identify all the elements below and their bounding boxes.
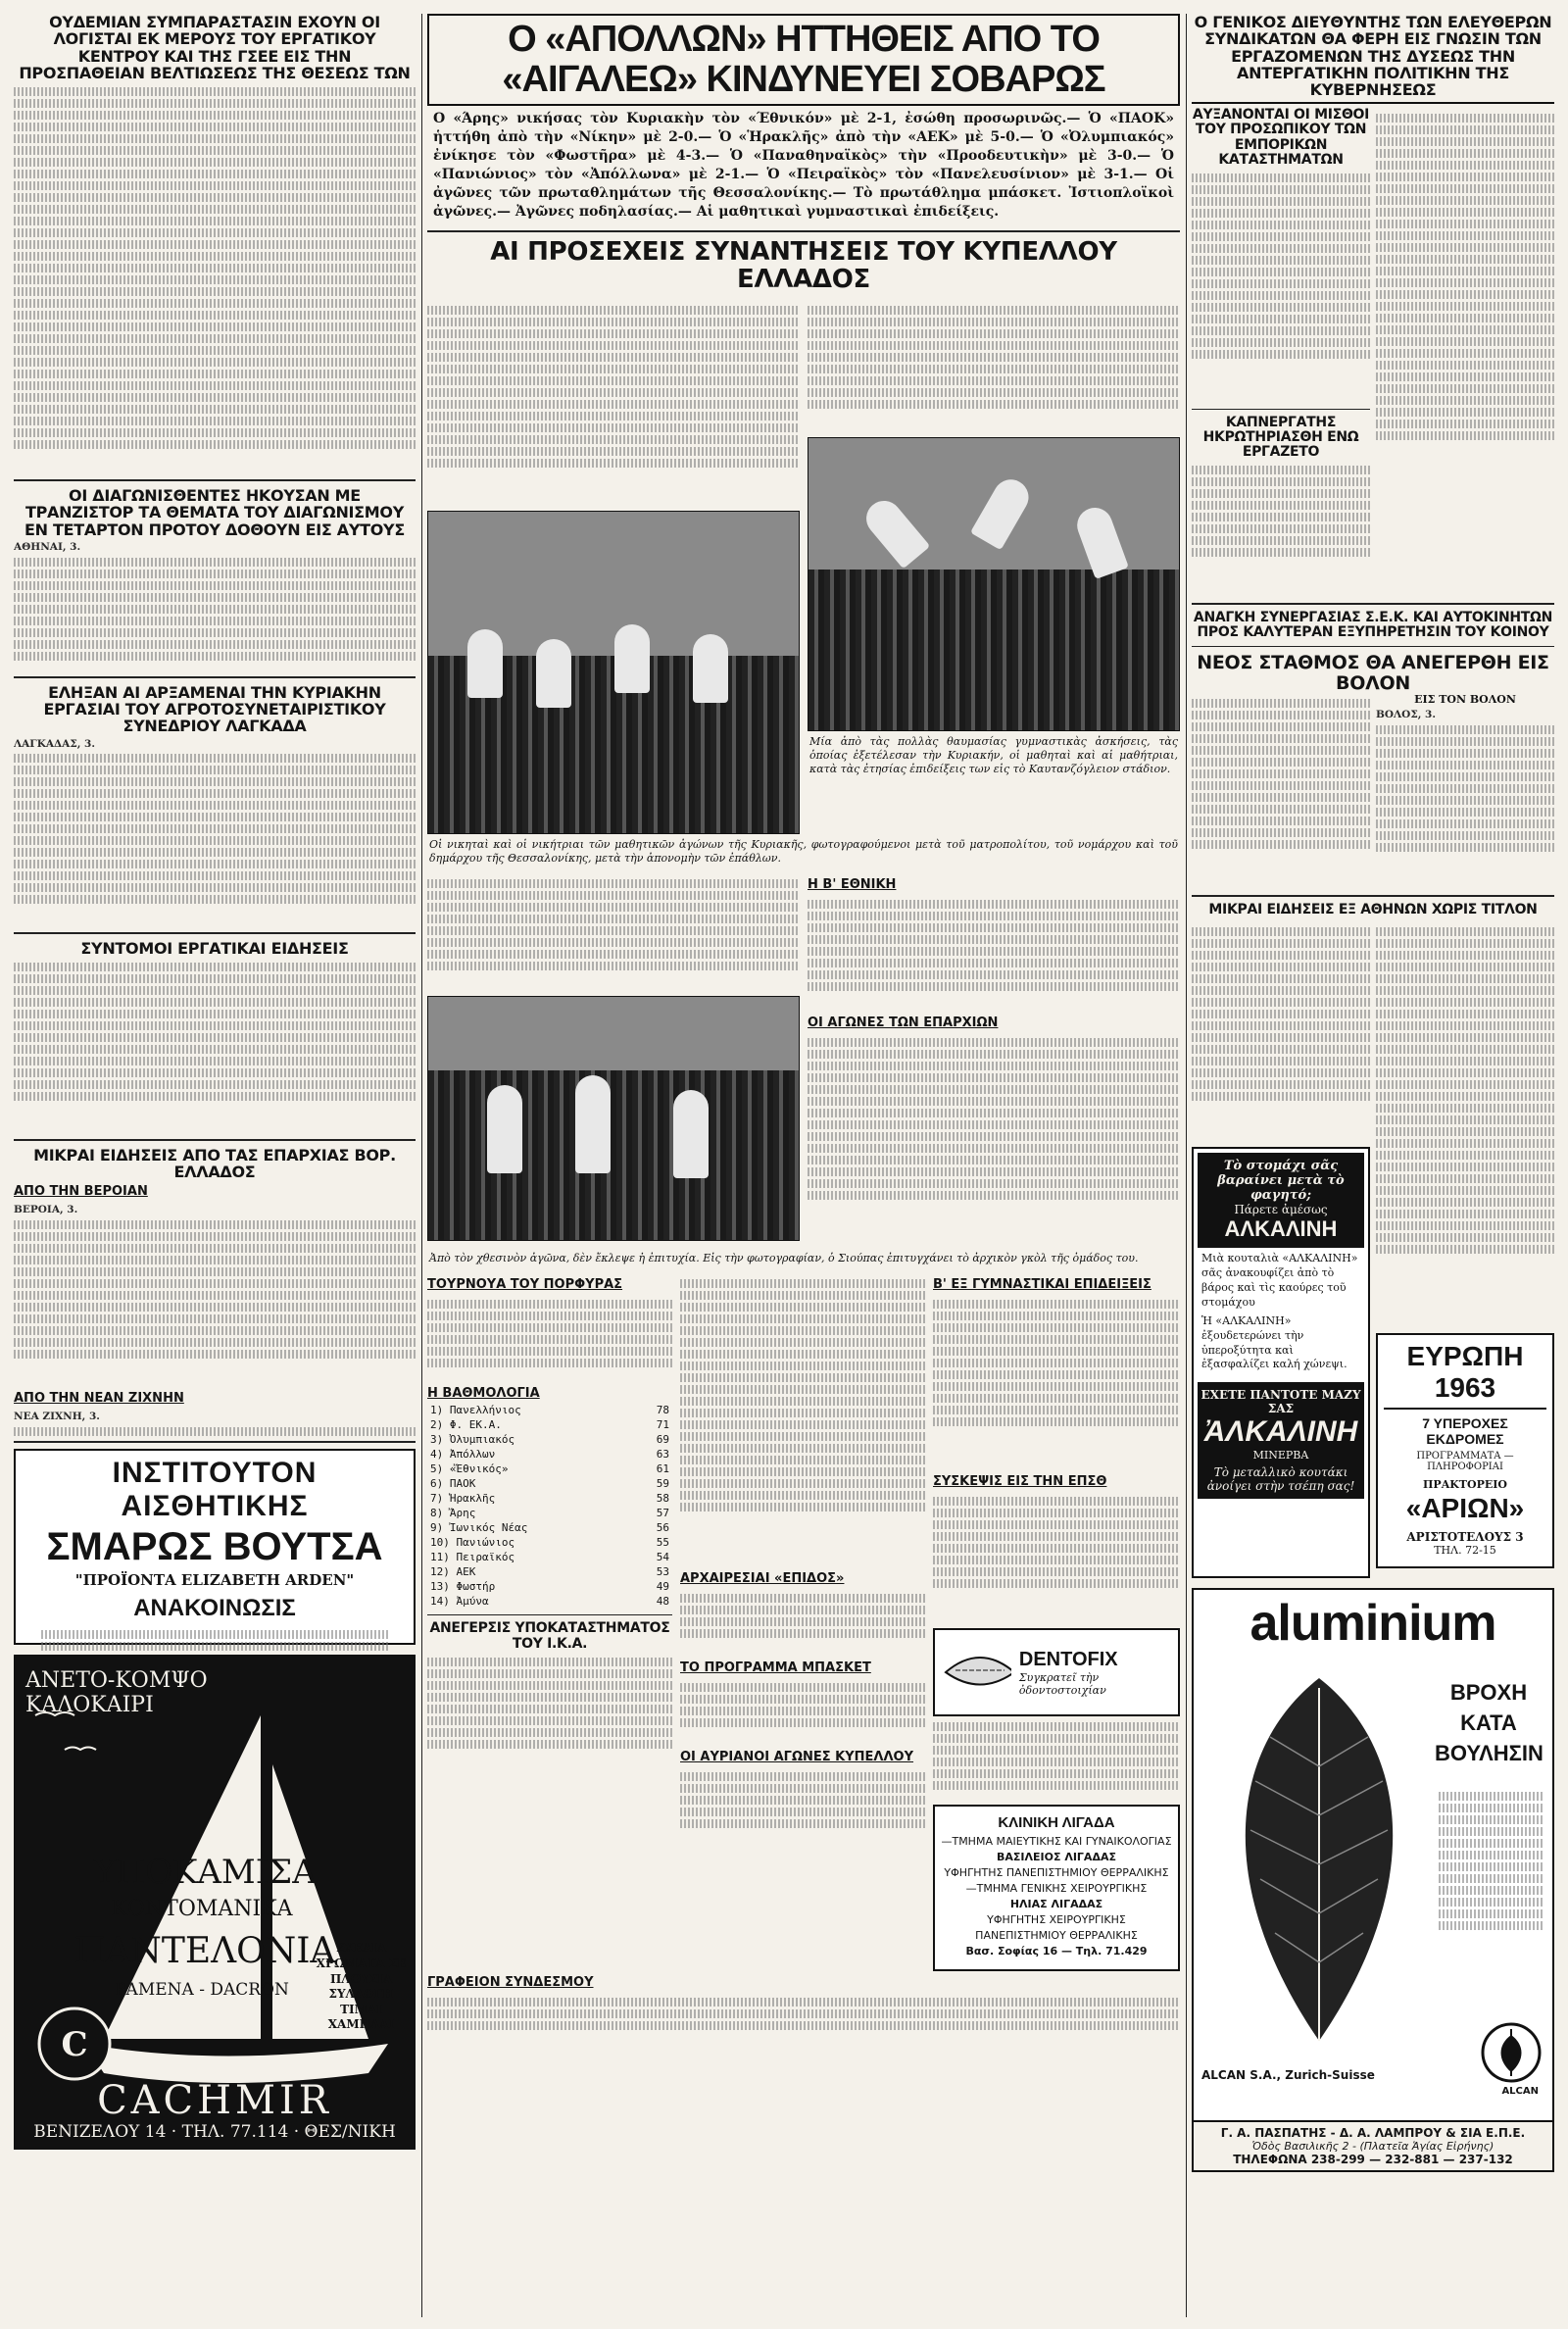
subhead-tomorrow: ΟΙ ΑΥΡΙΑΝΟΙ ΑΓΩΝΕΣ ΚΥΠΕΛΛΟΥ <box>680 1750 914 1765</box>
subhead-gymnastics: Β' ΕΞ ΓΥΜΝΑΣΤΙΚΑΙ ΕΠΙΔΕΙΞΕΙΣ <box>933 1277 1152 1293</box>
ad-cachmir <box>14 1655 416 2150</box>
cup-headline: ΑΙ ΠΡΟΣΕΧΕΙΣ ΣΥΝΑΝΤΗΣΕΙΣ ΤΟΥ ΚΥΠΕΛΛΟΥ ΕΛΛΑΔΟΣ <box>490 237 1117 295</box>
subhead-misc: ΓΡΑΦΕΙΟΝ ΣΥΝΔΕΣΜΟΥ <box>427 1975 594 1991</box>
left-column <box>14 14 416 2317</box>
footer-phone: ΤΗΛΕΦΩΝΑ 238-299 — 232-881 — 237-132 <box>1233 2153 1513 2167</box>
article-wages <box>1192 168 1370 403</box>
standings-row <box>427 1506 672 1520</box>
standings-row <box>427 1403 672 1417</box>
article-volos <box>1376 706 1554 887</box>
ad-europe-address: ΑΡΙΣΤΟΤΕΛΟΥΣ 3 <box>1406 1530 1524 1545</box>
standings-points: 48 <box>656 1595 669 1609</box>
subhead-results: ΣΥΣΚΕΨΙΣ ΕΙΣ ΤΗΝ ΕΠΣΘ <box>933 1474 1107 1490</box>
article-dentofix-note <box>933 1716 1180 1805</box>
standings-points: 61 <box>656 1462 669 1476</box>
dateline-volos: ΒΟΛΟΣ, 3. <box>1376 709 1437 721</box>
standings-team: 9) Ἰωνικός Νέας <box>430 1521 528 1535</box>
footer-agent: Γ. Α. ΠΑΣΠΑΤΗΣ - Δ. Α. ΛΑΜΠΡΟΥ & ΣΙΑ Ε.Π.Ε. <box>1220 2126 1526 2141</box>
headline-accountants: ΟΥΔΕΜΙΑΝ ΣΥΜΠΑΡΑΣΤΑΣΙΝ ΕΧΟΥΝ ΟΙ ΛΟΓΙΣΤΑΙ ΕΚ ΜΕΡΟΥΣ ΤΟΥ ΕΡΓΑΤΙΚΟΥ ΚΕΝΤΡΟΥ ΚΑΙ ΤΗΣ ΓΣΕΕ ΕΙΣ ΤΗΝ ΠΡΟΣΠΑΘΕΙΑΝ ΒΕΛΤΙΩΣΕΩΣ ΤΗΣ ΘΕΣΕΩΣ ΤΩΝ <box>19 14 411 82</box>
standings-row <box>427 1564 672 1579</box>
ad-europe-info: ΠΡΟΓΡΑΜΜΑΤΑ — ΠΛΗΡΟΦΟΡΙΑΙ <box>1416 1451 1514 1473</box>
footer-address: Ὁδὸς Βασιλικῆς 2 - (Πλατεῖα Ἁγίας Εἰρήνης) <box>1251 2140 1494 2154</box>
standings-row <box>427 1476 672 1491</box>
standings-points: 69 <box>656 1433 669 1447</box>
subhead-tournament: ΤΟΥΡΝΟΥΑ ΤΟΥ ΠΟΡΦΥΡΑΣ <box>427 1277 623 1293</box>
ad-aluminium-logo: ALCAN <box>1501 2086 1539 2098</box>
alcan-logo-icon <box>1480 2021 1543 2084</box>
standings-points: 71 <box>656 1418 669 1432</box>
ad-clinic-address: Βασ. Σοφίας 16 — Τηλ. 71.429 <box>965 1944 1148 1957</box>
article-insurance <box>427 1652 672 1769</box>
caption-winners: Οἱ νικηταὶ καὶ οἱ νικήτριαι τῶν μαθητικῶν ἀγώνων τῆς Κυριακῆς, φωτογραφούμενοι μετὰ τοῦ ματροπολίτου, τοῦ νομάρχου καὶ τοῦ δημάρχου τῆς Θεσσαλονίκης, μετὰ τὴν ἀπονομὴν τῶν ἐπάθλων. <box>429 837 1178 865</box>
headline-wages: ΑΥΞΑΝΟΝΤΑΙ ΟΙ ΜΙΣΘΟΙ ΤΟΥ ΠΡΟΣΩΠΙΚΟΥ ΤΩΝ ΕΜΠΟΡΙΚΩΝ ΚΑΤΑΣΤΗΜΑΤΩΝ <box>1192 107 1370 168</box>
standings-points: 49 <box>656 1580 669 1594</box>
ad-aluminium-slogan1: ΒΡΟΧΗ <box>1449 1680 1528 1706</box>
article-cooperation <box>1192 693 1370 889</box>
standings-team: 3) Ὀλυμπιακός <box>430 1433 515 1447</box>
ad-dentofix <box>933 1628 1180 1716</box>
photo-match <box>427 996 800 1241</box>
subhead-2nd-division: Η Β' ΕΘΝΙΚΗ <box>808 877 897 893</box>
ad-europe-1963 <box>1376 1333 1554 1568</box>
headline-lagada: ΕΛΗΞΑΝ ΑΙ ΑΡΞΑΜΕΝΑΙ ΤΗΝ ΚΥΡΙΑΚΗΝ ΕΡΓΑΣΙΑΙ ΤΟΥ ΑΓΡΟΤΟΣΥΝΕΤΑΙΡΙΣΤΙΚΟΥ ΣΥΝΕΔΡΙΟΥ ΛΑΓΚΑΔΑ <box>43 682 386 736</box>
standings-points: 57 <box>656 1507 669 1520</box>
ad-europe-phone: ΤΗΛ. 72-15 <box>1434 1544 1496 1558</box>
cachmir-logo-icon: C <box>61 2025 88 2065</box>
ad-clinic-title: ΚΛΙΝΙΚΗ ΛΙΓΑΔΑ <box>998 1814 1115 1832</box>
ad-europe-agency: «ΑΡΙΩΝ» <box>1405 1493 1525 1524</box>
ad-alkalini-maker: ΜΙΝΕΡΒΑ <box>1252 1449 1309 1462</box>
standings-team: 11) Πειραϊκός <box>430 1551 515 1564</box>
dateline-lagada: ΛΑΓΚΑΔΑΣ, 3. <box>14 737 96 750</box>
ad-cachmir-slogan: ΑΝΕΤΟ-ΚΟΜΨΟ ΚΑΛΟΚΑΙΡΙ <box>25 1668 208 1718</box>
standings-row <box>427 1447 672 1462</box>
subhead-volos: ΕΙΣ ΤΟΝ ΒΟΛΟΝ <box>1414 693 1516 707</box>
ad-clinic-line6: ΥΦΗΓΗΤΗΣ ΧΕΙΡΟΥΡΓΙΚΗΣ ΠΑΝΕΠΙΣΤΗΜΙΟΥ ΘΕΡΡΑΛΙΚΗΣ <box>975 1912 1138 1942</box>
ad-clinic-line4: —ΤΜΗΜΑ ΓΕΝΙΚΗΣ ΧΕΙΡΟΥΡΓΙΚΗΣ <box>965 1882 1148 1896</box>
article-cup <box>427 300 800 511</box>
ad-aluminium-brand: aluminium <box>1250 1595 1496 1653</box>
article-worker <box>1192 460 1370 597</box>
article-cup-2 <box>808 300 1180 437</box>
article-match <box>427 873 800 996</box>
standings-points: 54 <box>656 1551 669 1564</box>
ad-aluminium-slogan3: ΒΟΥΛΗΣΙΝ <box>1435 1741 1544 1766</box>
ad-cachmir-item2: ΚΟΝΤΟΜΑΝΙΚΑ <box>111 1897 293 1922</box>
standings-points: 59 <box>656 1477 669 1491</box>
ad-alkalini-have: ΕΧΕΤΕ ΠΑΝΤΟΤΕ ΜΑΖΥ ΣΑΣ <box>1200 1388 1361 1416</box>
headline-station: ΝΕΟΣ ΣΤΑΘΜΟΣ ΘΑ ΑΝΕΓΕΡΘΗ ΕΙΣ ΒΟΛΟΝ <box>1197 652 1549 694</box>
standings-row <box>427 1535 672 1550</box>
article-provinces-games <box>808 1032 1180 1248</box>
standings-team: 1) Πανελλήνιος <box>430 1404 521 1417</box>
dateline-veroia: ΒΕΡΟΙΑ, 3. <box>14 1204 78 1216</box>
standings-row <box>427 1491 672 1506</box>
article-gymnastics <box>933 1294 1180 1470</box>
article-archery <box>680 1588 925 1657</box>
ad-clinic-line1: —ΤΜΗΜΑ ΜΑΙΕΥΤΙΚΗΣ ΚΑΙ ΓΥΝΑΙΚΟΛΟΓΙΑΣ <box>941 1835 1172 1849</box>
subhead-archery: ΑΡΧΑΙΡΕΣΙΑΙ «ΕΠΙΔΟΣ» <box>680 1571 845 1587</box>
article-director <box>1376 108 1554 520</box>
standings-team: 13) Φωστήρ <box>430 1580 496 1594</box>
ad-europe-agency-label: ΠΡΑΚΤΟΡΕΙΟ <box>1423 1478 1507 1492</box>
standings-team: 2) Φ. ΕΚ.Α. <box>430 1418 502 1432</box>
ad-alkalini-brand2: ἈΛΚΑΛΙΝΗ <box>1203 1415 1358 1449</box>
subhead-program: ΤΟ ΠΡΟΓΡΑΜΜΑ ΜΠΑΣΚΕΤ <box>680 1660 871 1676</box>
standings-points: 55 <box>656 1536 669 1550</box>
standings-team: 14) Ἀμύνα <box>430 1595 489 1609</box>
ad-alkalini-bullet1: Μιὰ κουταλιὰ «ΑΛΚΑΛΙΝΗ» σᾶς ἀνακουφίζει ἀπὸ τὸ βάρος καὶ τὶς καούρες τοῦ στομάχου <box>1201 1252 1358 1309</box>
ad-cachmir-side: ΣΧΕΔΙΑ ΧΡΩΜΑΤΑ ΣΕ ΠΛΟΥΣΙΑ ΣΥΛΛΟΓΗ ΤΙΜΑΙ ΧΑΜΗΛΑΙ <box>316 1941 407 2032</box>
dentures-icon <box>941 1643 1011 1702</box>
headline-athens-news: ΜΙΚΡΑΙ ΕΙΔΗΣΕΙΣ ΕΞ ΑΘΗΝΩΝ ΧΩΡΙΣ ΤΙΤΛΟΝ <box>1208 902 1538 918</box>
subhead-standings: Η ΒΑΘΜΟΛΟΓΙΑ <box>427 1386 540 1402</box>
ad-dentofix-brand: DENTOFIX <box>1018 1648 1118 1670</box>
standings-row <box>427 1432 672 1447</box>
dateline-zichni: ΝΕΑ ΖΙΧΝΗ, 3. <box>14 1411 100 1423</box>
headline-director: Ο ΓΕΝΙΚΟΣ ΔΙΕΥΘΥΝΤΗΣ ΤΩΝ ΕΛΕΥΘΕΡΩΝ ΣΥΝΔΙΚΑΤΩΝ ΘΑ ΦΕΡΗ ΕΙΣ ΓΝΩΣΙΝ ΤΩΝ ΕΡΓΑΖΟΜΕΝΩΝ ΤΗΣ ΔΥΣΕΩΣ ΤΗΝ ΑΝΤΕΡΓΑΤΙΚΗΝ ΠΟΛΙΤΙΚΗΝ ΤΗΣ ΚΥΒΕΡΝΗΣΕΩΣ <box>1192 14 1554 104</box>
headline-worker: ΚΑΠΝΕΡΓΑΤΗΣ ΗΚΡΩΤΗΡΙΑΣΘΗ ΕΝΩ ΕΡΓΑΖΕΤΟ <box>1202 414 1359 460</box>
ad-cachmir-address: ΒΕΝΙΖΕΛΟΥ 14 · ΤΗΛ. 77.114 · ΘΕΣ/ΝΙΚΗ <box>33 2122 396 2143</box>
article-athens-news-2 <box>1376 921 1554 1333</box>
ad-clinic-line5: ΗΛΙΑΣ ΛΙΓΑΔΑΣ <box>1009 1897 1103 1910</box>
photo-winners <box>427 511 800 834</box>
ad-institute-announce: ΑΝΑΚΟΙΝΩΣΙΣ <box>133 1595 296 1622</box>
standings-row <box>427 1417 672 1432</box>
dateline-athens: ΑΘΗΝΑΙ, 3. <box>14 540 81 553</box>
standings-points: 56 <box>656 1521 669 1535</box>
standings-team: 4) Ἀπόλλων <box>430 1448 496 1462</box>
ad-aluminium-maker: ALCAN S.A., Zurich-Suisse <box>1201 2068 1375 2083</box>
ad-alkalini <box>1192 1147 1370 1578</box>
caption-match: Ἀπὸ τὸν χθεσινὸν ἀγῶνα, δὲν ἔκλεψε ἡ ἐπιτυχία. Εἰς τὴν φωτογραφίαν, ὁ Σιούπας ἐπιτυγχάνει τὸ ἀρχικὸν γκὸλ τῆς ὁμάδος του. <box>429 1252 1139 1265</box>
ad-cachmir-item3: ΠΑΝΤΕΛΟΝΙΑ <box>74 1931 336 1972</box>
article-program <box>680 1677 925 1746</box>
ad-institute-title: ΙΝΣΤΙΤΟΥΤΟΝ ΑΙΣΘΗΤΙΚΗΣ <box>112 1457 318 1523</box>
ad-alkalini-take: Πάρετε ἀμέσως <box>1234 1203 1328 1217</box>
article-tomorrow <box>680 1766 925 1845</box>
ad-alkalini-bullet2: Ἡ «ΑΛΚΑΛΙΝΗ» ἐξουδετερώνει τὴν ὑπεροξύτητα καὶ ἐξασφαλίζει καλή χώνεψι. <box>1201 1313 1348 1371</box>
article-tournament <box>427 1294 672 1382</box>
subhead-veroia: ΑΠΟ ΤΗΝ ΒΕΡΟΙΑΝ <box>14 1184 148 1200</box>
ad-alkalini-brand: ΑΛΚΑΛΙΝΗ <box>1224 1216 1338 1242</box>
photo-gymnastics <box>808 437 1180 731</box>
article-athens-news <box>1192 921 1370 1147</box>
ad-beauty-institute <box>14 1449 416 1645</box>
subhead-zichni: ΑΠΟ ΤΗΝ ΝΕΑΝ ΖΙΧΝΗΝ <box>14 1391 184 1407</box>
right-column <box>1192 14 1554 2317</box>
article-results <box>933 1491 1180 1628</box>
divider-left <box>421 14 422 2317</box>
center-column <box>427 14 1180 2317</box>
footer-agent-box <box>1192 2122 1554 2172</box>
ad-cachmir-brand: CACHMIR <box>97 2078 332 2124</box>
ad-europe-sub: 7 ΥΠΕΡΟΧΕΣ ΕΚΔΡΟΜΕΣ <box>1422 1415 1508 1448</box>
ad-cachmir-item1: ΥΠΟΚΑΜΙΣΑ <box>94 1853 317 1893</box>
article-accountants <box>14 81 416 473</box>
divider-right <box>1186 14 1187 2317</box>
article-labor-news <box>14 957 416 1133</box>
standings-team: 8) Ἄρης <box>430 1507 476 1520</box>
article-zichni <box>14 1408 416 1435</box>
article-lagada <box>14 735 416 926</box>
leaf-illustration <box>1201 1668 1437 2060</box>
article-2nd-division <box>808 894 1180 1012</box>
ad-europe-title: ΕΥΡΩΠΗ 1963 <box>1384 1341 1546 1410</box>
standings-points: 63 <box>656 1448 669 1462</box>
standings-row <box>427 1579 672 1594</box>
headline-cooperation: ΑΝΑΓΚΗ ΣΥΝΕΡΓΑΣΙΑΣ Σ.Ε.Κ. ΚΑΙ ΑΥΤΟΚΙΝΗΤΩΝ ΠΡΟΣ ΚΑΛΥΤΕΡΑΝ ΕΞΥΠΗΡΕΤΗΣΙΝ ΤΟΥ ΚΟΙΝΟΥ <box>1193 610 1553 641</box>
main-lead: Ο «Άρης» νικήσας τὸν Κυριακὴν τὸν «Έθνικόν» μὲ 2-1, ἐσώθη προσωρινῶς.— Ὁ «ΠΑΟΚ» ἡττήθη ἀπὸ τὴν «Νίκην» μὲ 2-0.— Ὁ «Ἡρακλῆς» ἀπὸ τὴν «ΑΕΚ» μὲ 5-0.— Ὁ «Ὀλυμπιακός» ἐνίκησε τὸν «Φωστῆρα» μὲ 4-3.— Ὁ «Παναθηναϊκὸς» τὴν «Προοδευτικὴν» μὲ 3-0.— Ὁ «Πανιώνιος» τὸν «Ἀπόλλωνα» μὲ 2-1.— Ὁ «Πειραϊκὸς» τὸν «Πανελευσίνιον» μὲ 3-1.— Οἱ ἀγῶνες τῶν πρωταθλημάτων τῆς Θεσσαλονίκης.— Τὸ πρωτάθλημα μπάσκετ. Ἰστιοπλοϊκοὶ ἀγῶνες.— Ἀγῶνες ποδηλασίας.— Αἱ μαθητικαὶ γυμναστικαὶ ἐπιδείξεις. <box>433 111 1174 220</box>
ad-cachmir-fabric: ΡΑΜΕΝΑ - DACRON <box>115 1980 289 2001</box>
ad-clinic-line3: ΥΦΗΓΗΤΗΣ ΠΑΝΕΠΙΣΤΗΜΙΟΥ ΘΕΡΡΑΛΙΚΗΣ <box>944 1866 1169 1880</box>
article-misc <box>427 1992 1180 2051</box>
ad-aluminium-slogan2: ΚΑΤΑ <box>1460 1710 1517 1736</box>
ad-aluminium-copy <box>1439 1786 1544 1982</box>
ad-institute-tagline: "ΠΡΟΪΟΝΤΑ ELIZABETH ARDEN" <box>74 1571 355 1590</box>
standings-team: 10) Πανιώνιος <box>430 1536 515 1550</box>
standings-team: 12) ΑΕΚ <box>430 1565 476 1579</box>
standings-points: 58 <box>656 1492 669 1506</box>
article-transistor <box>14 538 416 670</box>
subhead-provinces-games: ΟΙ ΑΓΩΝΕΣ ΤΩΝ ΕΠΑΡΧΙΩΝ <box>808 1016 999 1031</box>
standings-team: 5) «Ἔθνικός» <box>430 1462 509 1476</box>
ad-clinic <box>933 1805 1180 1971</box>
standings-row <box>427 1550 672 1564</box>
standings-row <box>427 1520 672 1535</box>
standings-points: 53 <box>656 1565 669 1579</box>
caption-gymnastics: Μία ἀπὸ τὰς πολλὰς θαυμασίας γυμναστικὰς ἀσκήσεις, τὰς ὁποίας ἐξετέλεσαν τὴν Κυριακήν, οἱ μαθηταὶ καὶ αἱ μαθήτριαι, κατὰ τὰς ἐτησίας ἐπιδείξεις των εἰς τὸ Καυτανζόγλειον στάδιον. <box>809 734 1178 776</box>
ad-alkalini-headline: Τὸ στομάχι σᾶς βαραίνει μετὰ τὸ φαγητό; <box>1217 1159 1345 1204</box>
standings-row <box>427 1462 672 1476</box>
ad-aluminium <box>1192 1588 1554 2122</box>
standings-row <box>427 1594 672 1609</box>
headline-transistor: ΟΙ ΔΙΑΓΩΝΙΣΘΕΝΤΕΣ ΗΚΟΥΣΑΝ ΜΕ ΤΡΑΝΖΙΣΤΟΡ ΤΑ ΘΕΜΑΤΑ ΤΟΥ ΔΙΑΓΩΝΙΣΜΟΥ ΕΝ ΤΕΤΑΡΤΟΝ ΠΡΟΤΟΥ ΔΟΘΟΥΝ ΕΙΣ ΑΥΤΟΥΣ <box>24 486 405 539</box>
subhead-insurance: ΑΝΕΓΕΡΣΙΣ ΥΠΟΚΑΤΑΣΤΗΜΑΤΟΣ ΤΟΥ Ι.Κ.Α. <box>429 1620 670 1652</box>
ad-dentofix-tagline: Συγκρατεῖ τὴν ὀδοντοστοιχίαν <box>1018 1670 1106 1697</box>
ad-alkalini-slogan: Τὸ μεταλλικὸ κουτάκι ἀνοίγει στὴν τσέπη σας! <box>1206 1465 1355 1494</box>
article-veroia <box>14 1201 416 1387</box>
standings-team: 7) Ἡρακλῆς <box>430 1492 496 1506</box>
headline-labor-news: ΣΥΝΤΟΜΟΙ ΕΡΓΑΤΙΚΑΙ ΕΙΔΗΣΕΙΣ <box>80 938 349 958</box>
standings-table <box>427 1403 672 1609</box>
ad-institute-name: ΣΜΑΡΩΣ ΒΟΥΤΣΑ <box>46 1525 383 1569</box>
headline-provinces: ΜΙΚΡΑΙ ΕΙΔΗΣΕΙΣ ΑΠΟ ΤΑΣ ΕΠΑΡΧΙΑΣ ΒΟΡ. ΕΛΛΑΔΟΣ <box>33 1145 396 1182</box>
main-headline: Ο «ΑΠΟΛΛΩΝ» ΗΤΤΗΘΕΙΣ ΑΠΟ ΤΟ «ΑΙΓΑΛΕΩ» ΚΙΝΔΥΝΕΥΕΙ ΣΟΒΑΡΩΣ <box>427 14 1180 106</box>
standings-points: 78 <box>656 1404 669 1417</box>
ad-clinic-line2: ΒΑΣΙΛΕΙΟΣ ΛΙΓΑΔΑΣ <box>997 1851 1116 1864</box>
article-center-mid <box>680 1273 925 1567</box>
standings-team: 6) ΠΑΟΚ <box>430 1477 476 1491</box>
